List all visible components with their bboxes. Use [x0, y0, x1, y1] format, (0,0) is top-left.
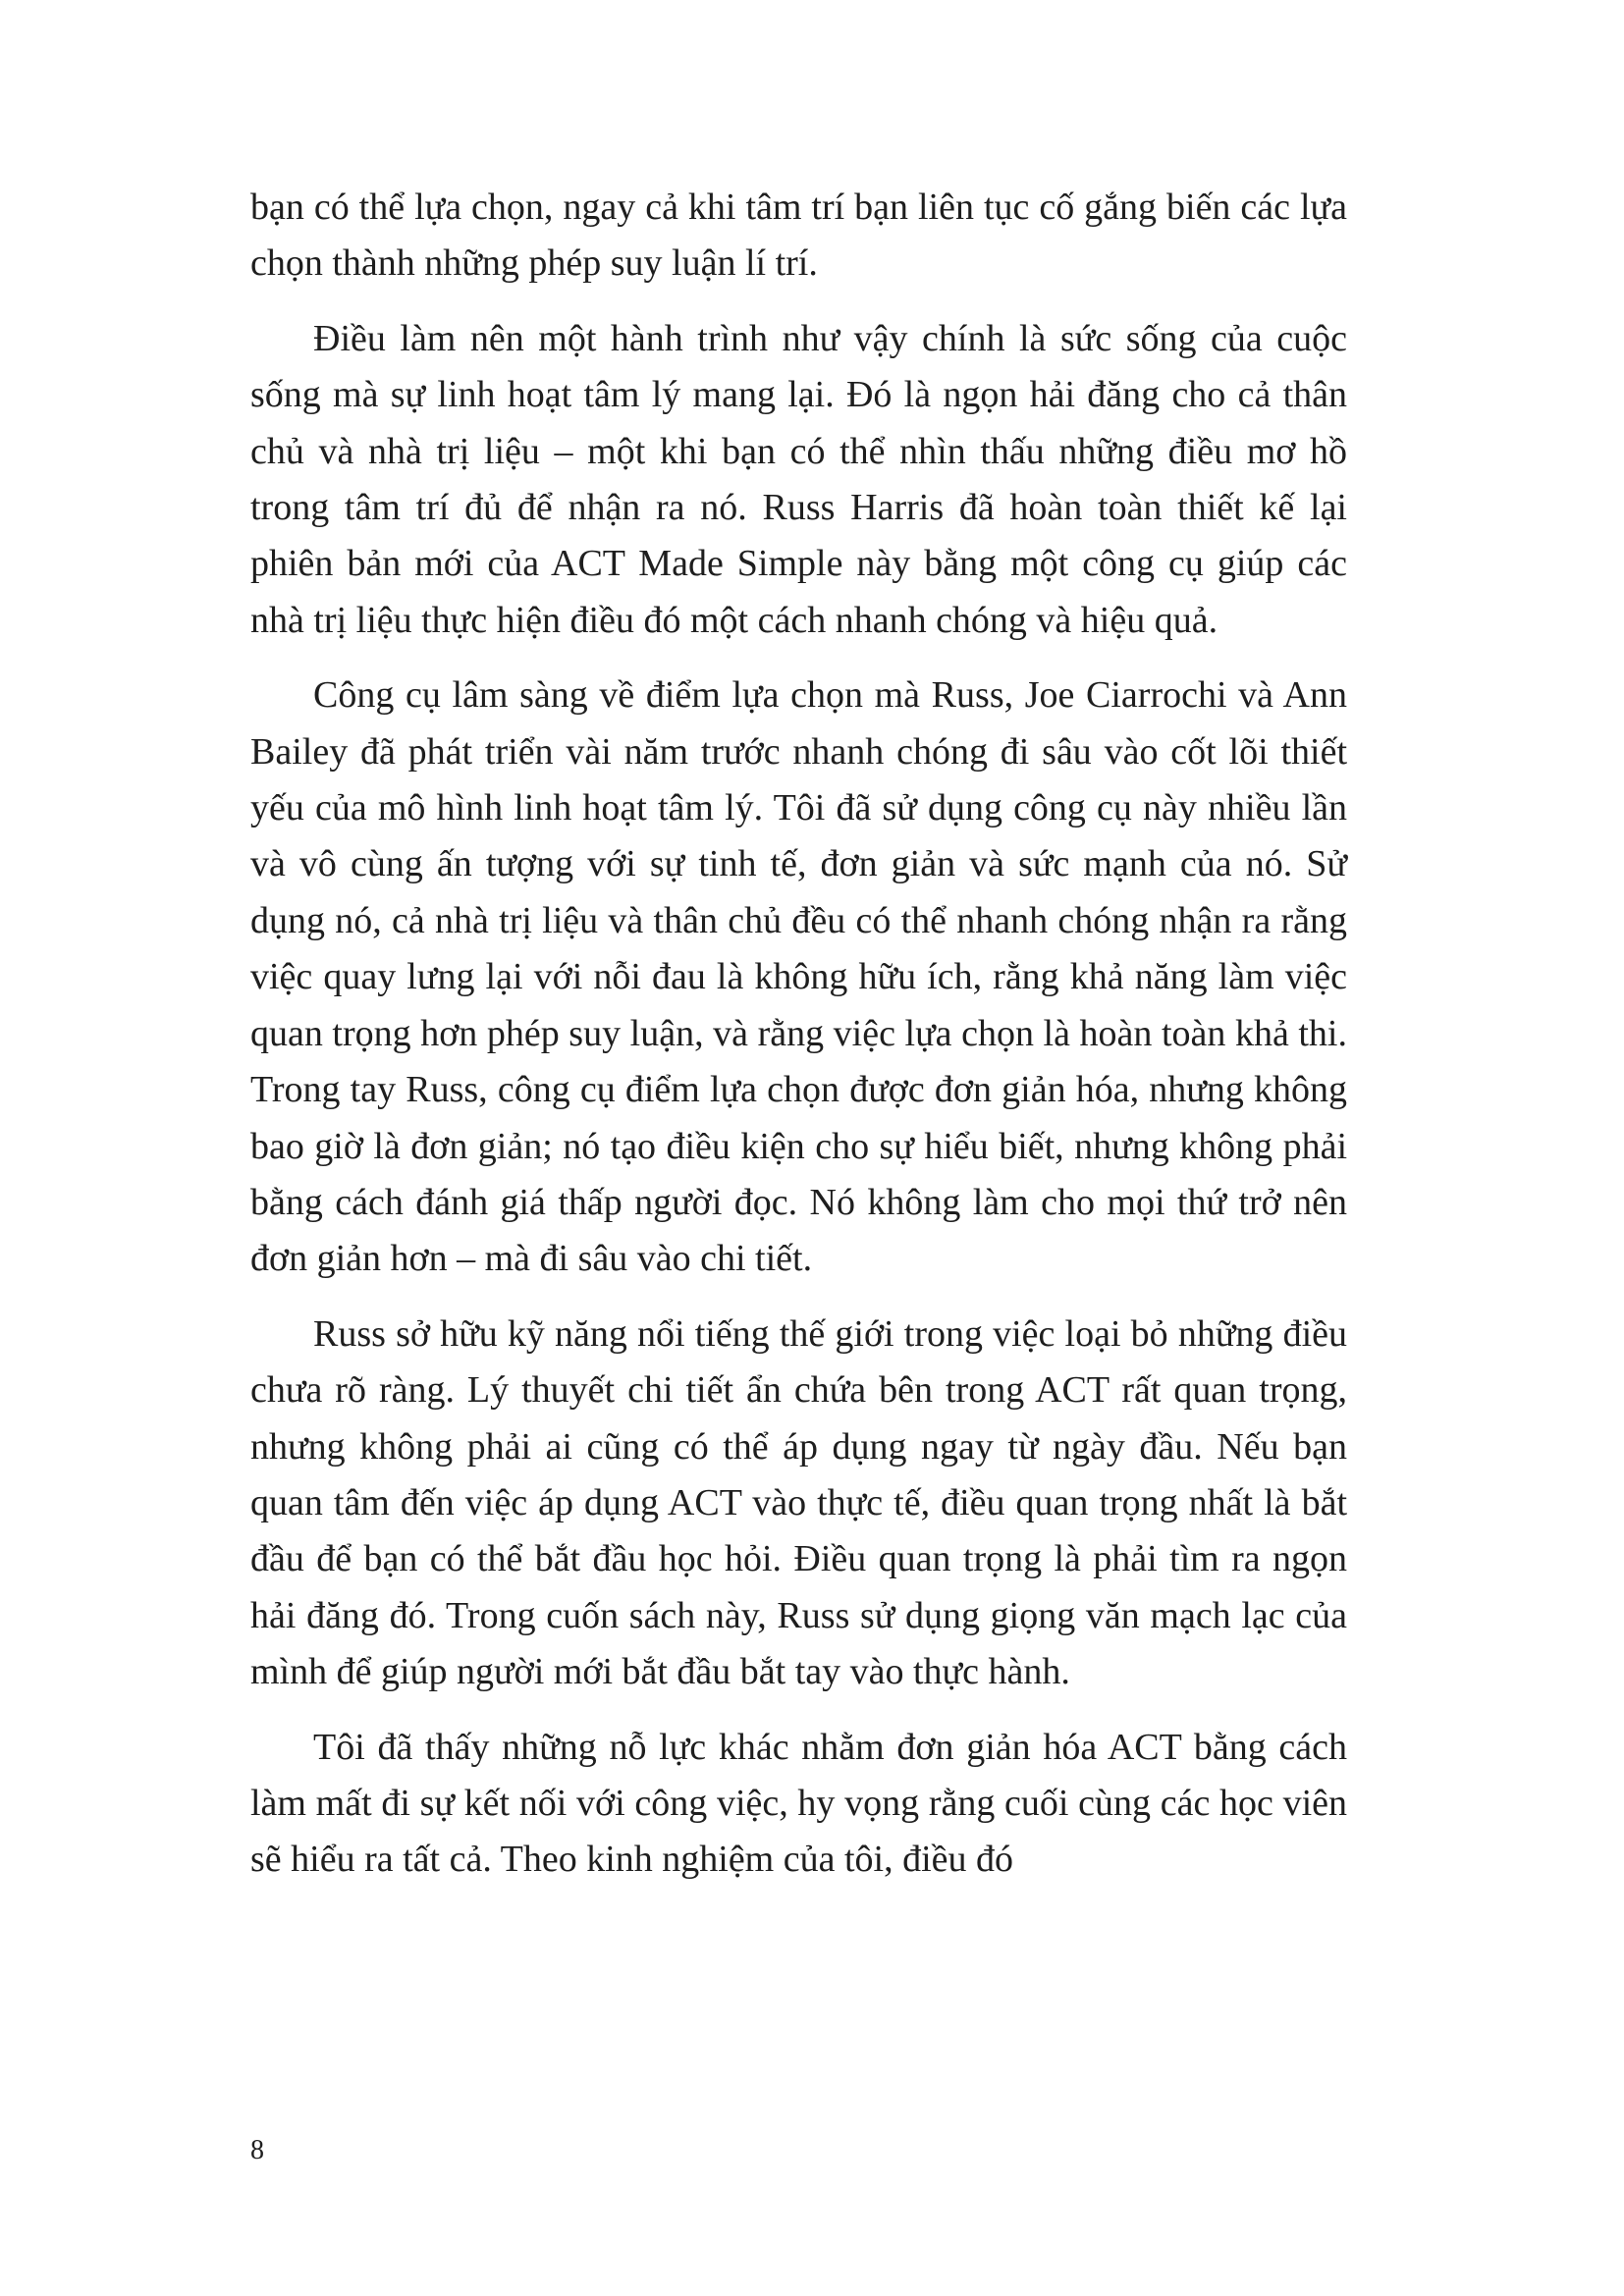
- paragraph-1: bạn có thể lựa chọn, ngay cả khi tâm trí bạn liên tục cố gắng biến các lựa chọn thành những phép suy luận lí trí.: [250, 187, 1347, 285]
- body-text: [250, 180, 1347, 1907]
- paragraph-5: Tôi đã thấy những nỗ lực khác nhằm đơn giản hóa ACT bằng cách làm mất đi sự kết nối với công việc, hy vọng rằng cuối cùng các học viên sẽ hiểu ra tất cả. Theo kinh nghiệm của tôi, điều đó: [250, 1726, 1347, 1881]
- paragraph-3: Công cụ lâm sàng về điểm lựa chọn mà Russ, Joe Ciarrochi và Ann Bailey đã phát triển vài năm trước nhanh chóng đi sâu vào cốt lõi thiết yếu của mô hình linh hoạt tâm lý. Tôi đã sử dụng công cụ này nhiều lần và vô cùng ấn tượng với sự tinh tế, đơn giản và sức mạnh của nó. Sử dụng nó, cả nhà trị liệu và thân chủ đều có thể nhanh chóng nhận ra rằng việc quay lưng lại với nỗi đau là không hữu ích, rằng khả năng làm việc quan trọng hơn phép suy luận, và rằng việc lựa chọn là hoàn toàn khả thi. Trong tay Russ, công cụ điểm lựa chọn được đơn giản hóa, nhưng không bao giờ là đơn giản; nó tạo điều kiện cho sự hiểu biết, nhưng không phải bằng cách đánh giá thấp người đọc. Nó không làm cho mọi thứ trở nên đơn giản hơn – mà đi sâu vào chi tiết.: [250, 674, 1347, 1280]
- page-number: 8: [250, 2135, 264, 2165]
- paragraph-2: Điều làm nên một hành trình như vậy chính là sức sống của cuộc sống mà sự linh hoạt tâm lý mang lại. Đó là ngọn hải đăng cho cả thân chủ và nhà trị liệu – một khi bạn có thể nhìn thấu những điều mơ hồ trong tâm trí đủ để nhận ra nó. Russ Harris đã hoàn toàn thiết kế lại phiên bản mới của ACT Made Simple này bằng một công cụ giúp các nhà trị liệu thực hiện điều đó một cách nhanh chóng và hiệu quả.: [250, 317, 1347, 641]
- paragraph-4: Russ sở hữu kỹ năng nổi tiếng thế giới trong việc loại bỏ những điều chưa rõ ràng. Lý thuyết chi tiết ẩn chứa bên trong ACT rất quan trọng, nhưng không phải ai cũng có thể áp dụng ngay từ ngày đầu. Nếu bạn quan tâm đến việc áp dụng ACT vào thực tế, điều quan trọng nhất là bắt đầu để bạn có thể bắt đầu học hỏi. Điều quan trọng là phải tìm ra ngọn hải đăng đó. Trong cuốn sách này, Russ sử dụng giọng văn mạch lạc của mình để giúp người mới bắt đầu bắt tay vào thực hành.: [250, 1312, 1347, 1693]
